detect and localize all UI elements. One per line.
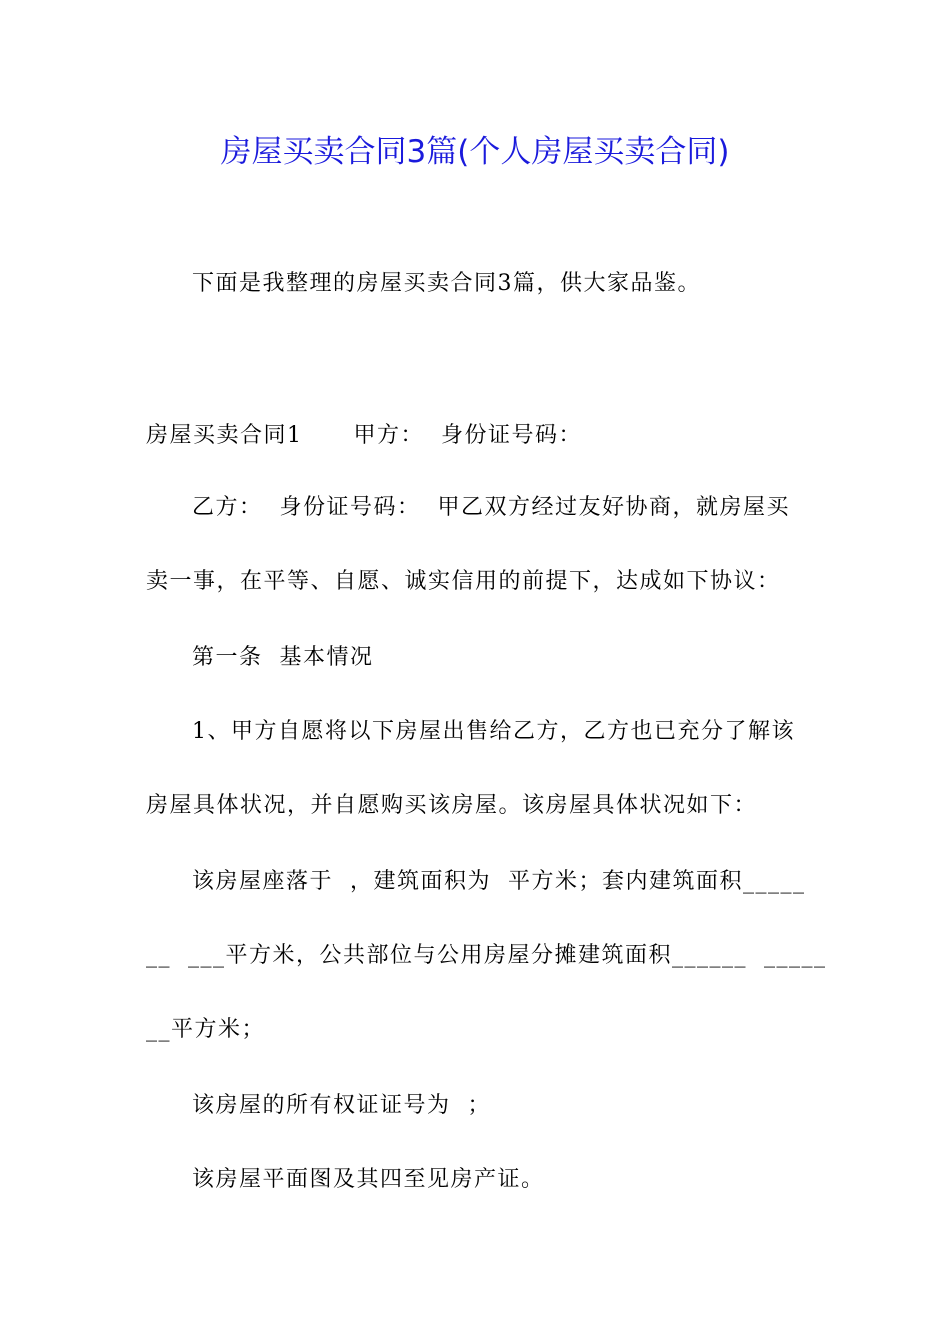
certificate-number-line: 该房屋的所有权证证号为 ； bbox=[192, 1093, 491, 1118]
party-b-line: 乙方： 身份证号码： 甲乙双方经过友好协商，就房屋买 bbox=[192, 495, 790, 520]
area-unit-line: __平方米； bbox=[146, 1017, 266, 1042]
agreement-intro-line: 卖一事，在平等、自愿、诚实信用的前提下，达成如下协议： bbox=[146, 569, 781, 594]
clause-1-line-1: 1、甲方自愿将以下房屋出售给乙方，乙方也已充分了解该 bbox=[192, 719, 795, 744]
article-one-heading: 第一条 基本情况 bbox=[192, 645, 374, 670]
document-title: 房屋买卖合同3篇(个人房屋买卖合同) bbox=[220, 134, 730, 170]
location-area-line: 该房屋座落于 ，建筑面积为 平方米；套内建筑面积_____ bbox=[192, 869, 806, 894]
floor-plan-line: 该房屋平面图及其四至见房产证。 bbox=[192, 1167, 545, 1192]
clause-1-line-2: 房屋具体状况，并自愿购买该房屋。该房屋具体状况如下： bbox=[146, 793, 758, 818]
intro-paragraph: 下面是我整理的房屋买卖合同3篇，供大家品鉴。 bbox=[192, 271, 701, 296]
contract-heading-line: 房屋买卖合同1 甲方： 身份证号码： bbox=[146, 423, 582, 448]
shared-area-line: __ ___平方米，公共部位与公用房屋分摊建筑面积______ _____ bbox=[146, 943, 827, 968]
